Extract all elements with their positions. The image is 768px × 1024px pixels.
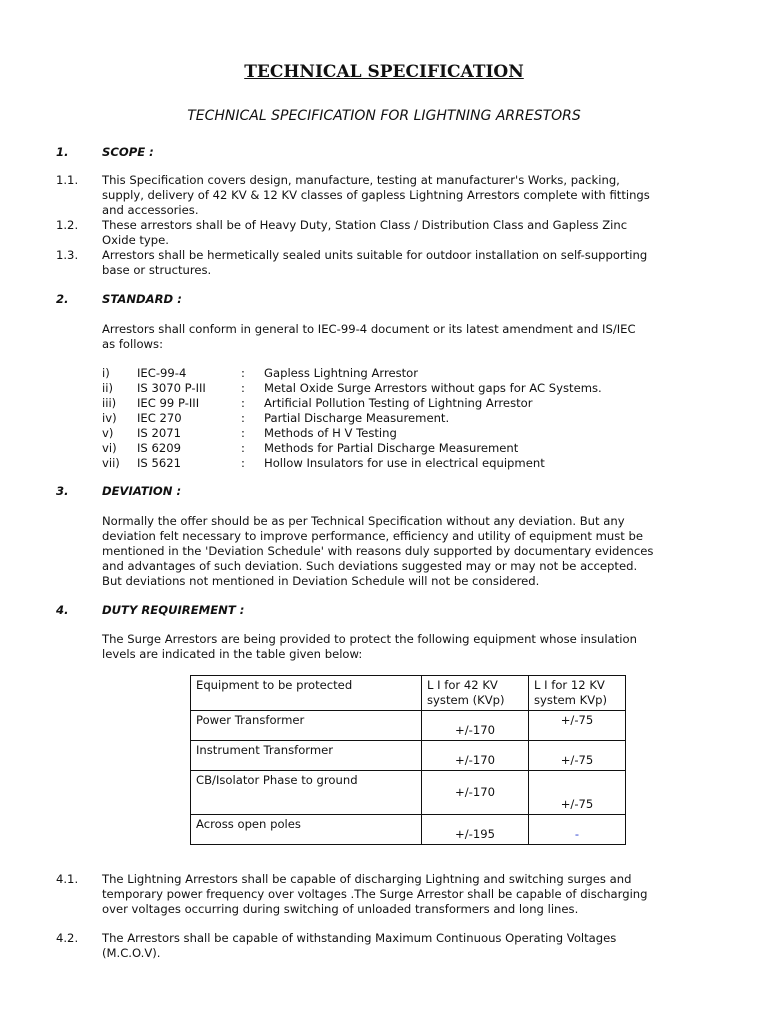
table-header-cell: L I for 12 KV system KVp) (529, 676, 626, 711)
table-cell: +/-75 (529, 711, 626, 741)
standard-code: IEC 270 (137, 411, 182, 425)
deviation-text: Normally the offer should be as per Technical Specification without any deviation. But any deviation felt necessary to improve performance, efficiency and utility of equipment must be mentioned in the 'Deviation Schedule' with reasons duly supported by documentary evidences and advantages of such deviation. Such deviations suggested may or may not be accepted. But deviations not mentioned in Deviation Schedule will not be considered. (102, 514, 654, 588)
document-title: TECHNICAL SPECIFICATION (244, 62, 524, 82)
table-header-cell: L I for 42 KV system (KVp) (422, 676, 529, 711)
standard-colon: : (241, 366, 245, 380)
section-number: 2. (56, 292, 69, 306)
standard-roman: vi) (102, 441, 117, 455)
table-cell: - (529, 815, 626, 845)
table-cell: +/-75 (529, 771, 626, 815)
section-heading: STANDARD : (102, 292, 182, 306)
standard-description: Methods of H V Testing (264, 426, 397, 440)
standard-code: IEC 99 P-III (137, 396, 200, 410)
clause-text: The Lightning Arrestors shall be capable of discharging Lightning and switching surges and temporary power frequency over voltages .The Surge Arrestor shall be capable of discharging over voltages occurring during switching of unloaded transformers and long lines. (102, 872, 648, 916)
section-number: 1. (56, 145, 69, 159)
standard-colon: : (241, 396, 245, 410)
table-row (191, 815, 626, 845)
standard-roman: i) (102, 366, 110, 380)
standard-code: IS 3070 P-III (137, 381, 206, 395)
clause-text: Arrestors shall be hermetically sealed units suitable for outdoor installation on self-supporting base or structures. (102, 248, 648, 277)
standard-description: Partial Discharge Measurement. (264, 411, 450, 425)
table-cell: +/-75 (529, 741, 626, 771)
table-cell: Power Transformer (191, 711, 422, 741)
standard-roman: iii) (102, 396, 117, 410)
clause-number: 1.3. (56, 248, 79, 262)
standard-roman: iv) (102, 411, 117, 425)
standard-colon: : (241, 441, 245, 455)
standard-code: IS 6209 (137, 441, 181, 455)
table-cell: +/-170 (422, 771, 529, 815)
standard-description: Methods for Partial Discharge Measurement (264, 441, 519, 455)
duty-intro: The Surge Arrestors are being provided to protect the following equipment whose insulation levels are indicated in the table given below: (102, 632, 637, 661)
table-row (191, 711, 626, 741)
document-subtitle: TECHNICAL SPECIFICATION FOR LIGHTNING ARRESTORS (187, 108, 581, 124)
clause-text: The Arrestors shall be capable of withstanding Maximum Continuous Operating Voltages (M.C.O.V). (102, 931, 617, 960)
standard-roman: ii) (102, 381, 113, 395)
standard-colon: : (241, 381, 245, 395)
table-cell: Across open poles (191, 815, 422, 845)
clause-text: This Specification covers design, manufacture, testing at manufacturer's Works, packing, supply, delivery of 42 KV & 12 KV classes of gapless Lightning Arrestors complete with fittings and accessories. (102, 173, 650, 217)
table-header-cell: Equipment to be protected (191, 676, 422, 711)
clause-number: 4.2. (56, 931, 79, 945)
standard-colon: : (241, 411, 245, 425)
section-heading: DEVIATION : (102, 484, 182, 498)
table-cell: +/-170 (422, 711, 529, 741)
table-cell: CB/Isolator Phase to ground (191, 771, 422, 815)
clause-number: 4.1. (56, 872, 79, 886)
table-row (191, 741, 626, 771)
standard-code: IS 5621 (137, 456, 181, 470)
clause-number: 1.1. (56, 173, 79, 187)
standard-roman: vii) (102, 456, 120, 470)
table-cell: +/-170 (422, 741, 529, 771)
standard-intro: Arrestors shall conform in general to IEC-99-4 document or its latest amendment and IS/IEC as follows: (102, 322, 636, 351)
section-heading: SCOPE : (102, 145, 154, 159)
table-header-row (191, 676, 626, 711)
standard-description: Artificial Pollution Testing of Lightning Arrestor (264, 396, 533, 410)
table-row (191, 771, 626, 815)
standard-description: Hollow Insulators for use in electrical equipment (264, 456, 545, 470)
clause-number: 1.2. (56, 218, 79, 232)
standard-description: Gapless Lightning Arrestor (264, 366, 419, 380)
table-cell: +/-195 (422, 815, 529, 845)
table-cell: Instrument Transformer (191, 741, 422, 771)
insulation-levels-table (190, 675, 626, 845)
section-number: 3. (56, 484, 69, 498)
standard-roman: v) (102, 426, 114, 440)
standard-colon: : (241, 426, 245, 440)
standard-code: IEC-99-4 (137, 366, 187, 380)
clause-text: These arrestors shall be of Heavy Duty, Station Class / Distribution Class and Gapless Zinc Oxide type. (102, 218, 628, 247)
section-number: 4. (56, 603, 69, 617)
standard-code: IS 2071 (137, 426, 181, 440)
section-heading: DUTY REQUIREMENT : (102, 603, 245, 617)
standard-description: Metal Oxide Surge Arrestors without gaps for AC Systems. (264, 381, 602, 395)
standard-colon: : (241, 456, 245, 470)
